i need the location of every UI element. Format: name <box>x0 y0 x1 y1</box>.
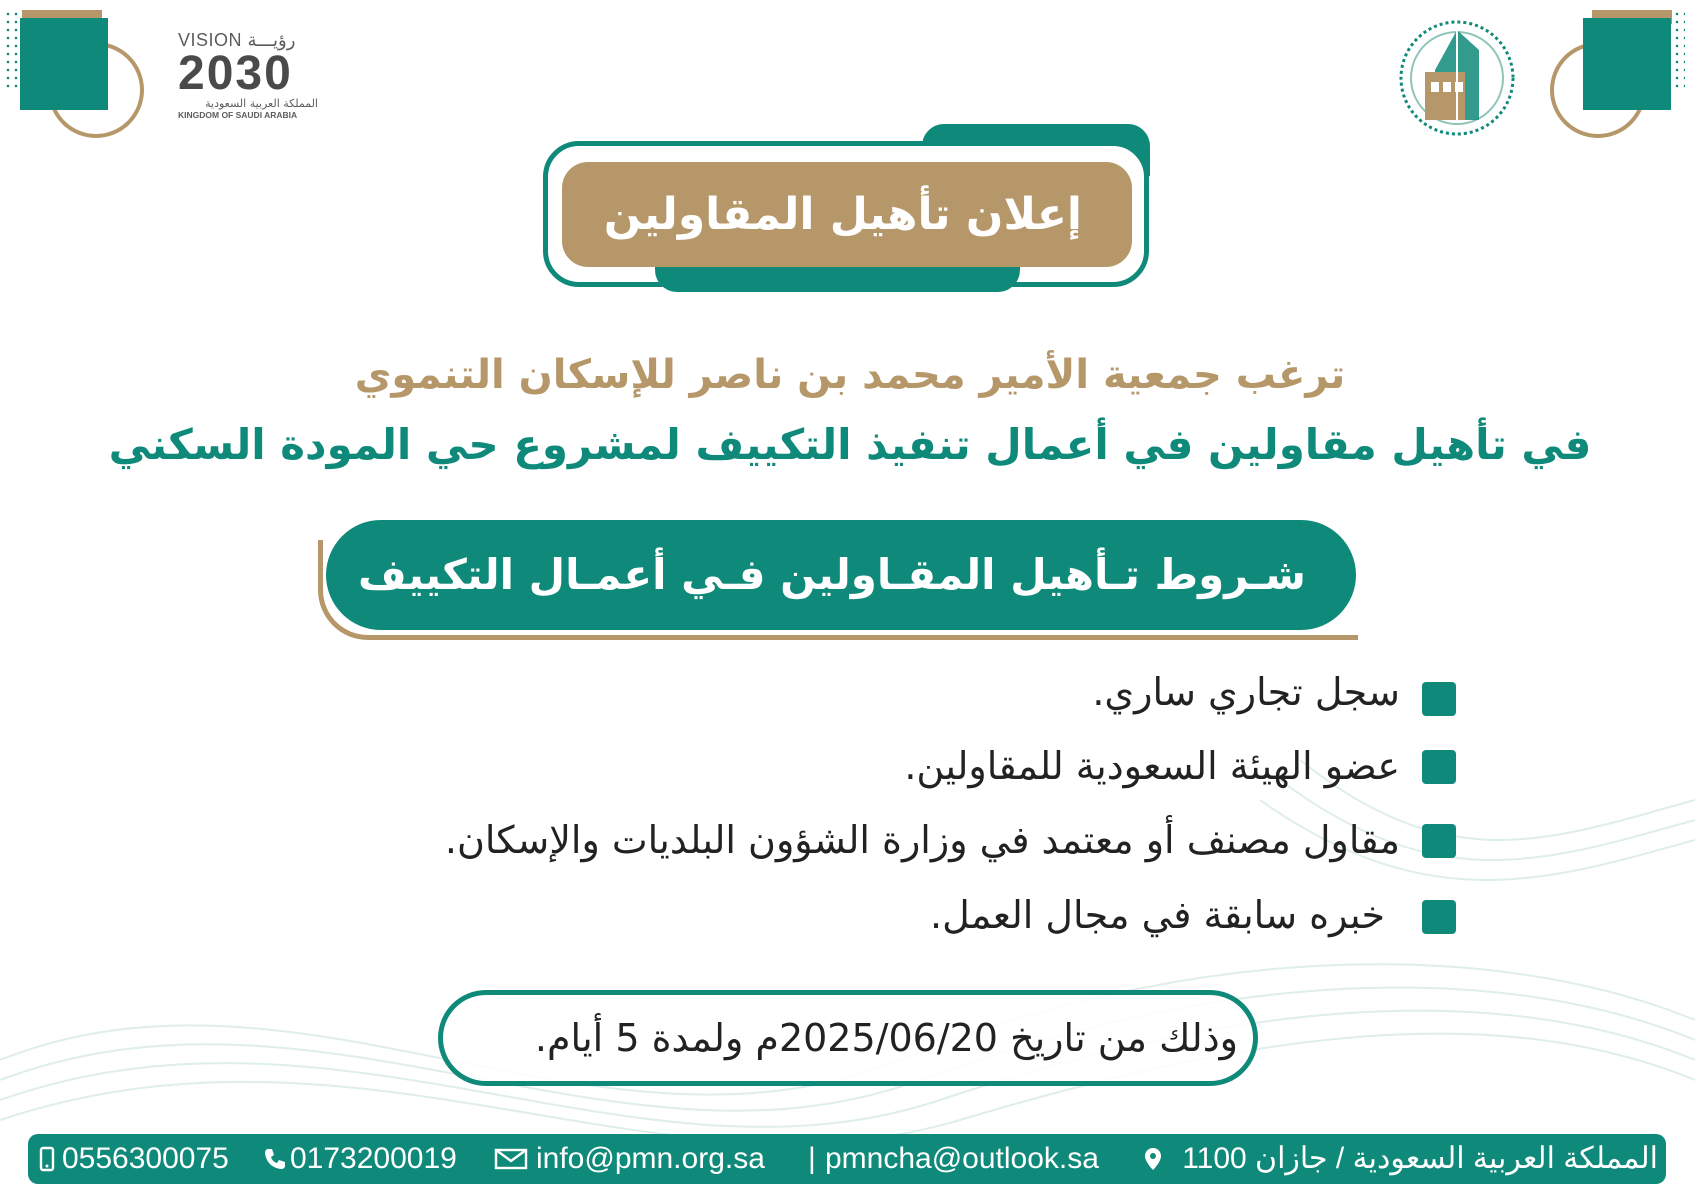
footer-separator: | <box>808 1142 816 1175</box>
footer-phone[interactable]: 0173200019 <box>290 1142 457 1175</box>
footer-outlook-email[interactable]: pmncha@outlook.sa <box>825 1142 1099 1175</box>
intro-line-2: في تأهيل مقاولين في أعمال تنفيذ التكييف لمشروع حي المودة السكني <box>108 420 1592 469</box>
vision-logo-year: 2030 <box>178 47 293 100</box>
footer-mobile[interactable]: 0556300075 <box>62 1142 229 1175</box>
vision-logo-arabic-subtitle: المملكة العربية السعودية <box>205 97 318 110</box>
date-note: وذلك من تاريخ 2025/06/20م ولمدة 5 أيام. <box>534 1016 1238 1060</box>
location-pin-icon <box>1140 1146 1166 1172</box>
vision-logo-top: VISION رؤيـــة <box>178 30 296 50</box>
footer-contact-bar <box>28 1134 1666 1184</box>
mobile-icon <box>34 1146 60 1172</box>
organization-emblem <box>1395 10 1520 140</box>
phone-icon <box>262 1146 288 1172</box>
condition-item-2: عضو الهيئة السعودية للمقاولين. <box>904 744 1400 788</box>
corner-square-left <box>20 18 108 110</box>
mail-icon <box>494 1146 528 1172</box>
vision-2030-logo <box>178 30 328 130</box>
list-bullet-4 <box>1422 900 1456 934</box>
footer-email[interactable]: info@pmn.org.sa <box>536 1142 765 1175</box>
corner-square-right <box>1583 18 1671 110</box>
condition-item-3: مقاول مصنف أو معتمد في وزارة الشؤون البلديات والإسكان. <box>444 818 1400 862</box>
list-bullet-1 <box>1422 682 1456 716</box>
intro-line-1: ترغب جمعية الأمير محمد بن ناصر للإسكان التنموي <box>354 352 1346 398</box>
conditions-header: شـروط تـأهيل المقـاولين فـي أعمـال التكييف <box>358 550 1306 599</box>
list-bullet-3 <box>1422 824 1456 858</box>
condition-item-4: خبره سابقة في مجال العمل. <box>930 893 1385 937</box>
list-bullet-2 <box>1422 750 1456 784</box>
vision-logo-english-subtitle: KINGDOM OF SAUDI ARABIA <box>178 110 298 120</box>
footer-address: المملكة العربية السعودية / جازان 1100 <box>1182 1142 1658 1175</box>
page-title: إعلان تأهيل المقاولين <box>603 189 1082 240</box>
condition-item-1: سجل تجاري ساري. <box>1092 670 1400 714</box>
